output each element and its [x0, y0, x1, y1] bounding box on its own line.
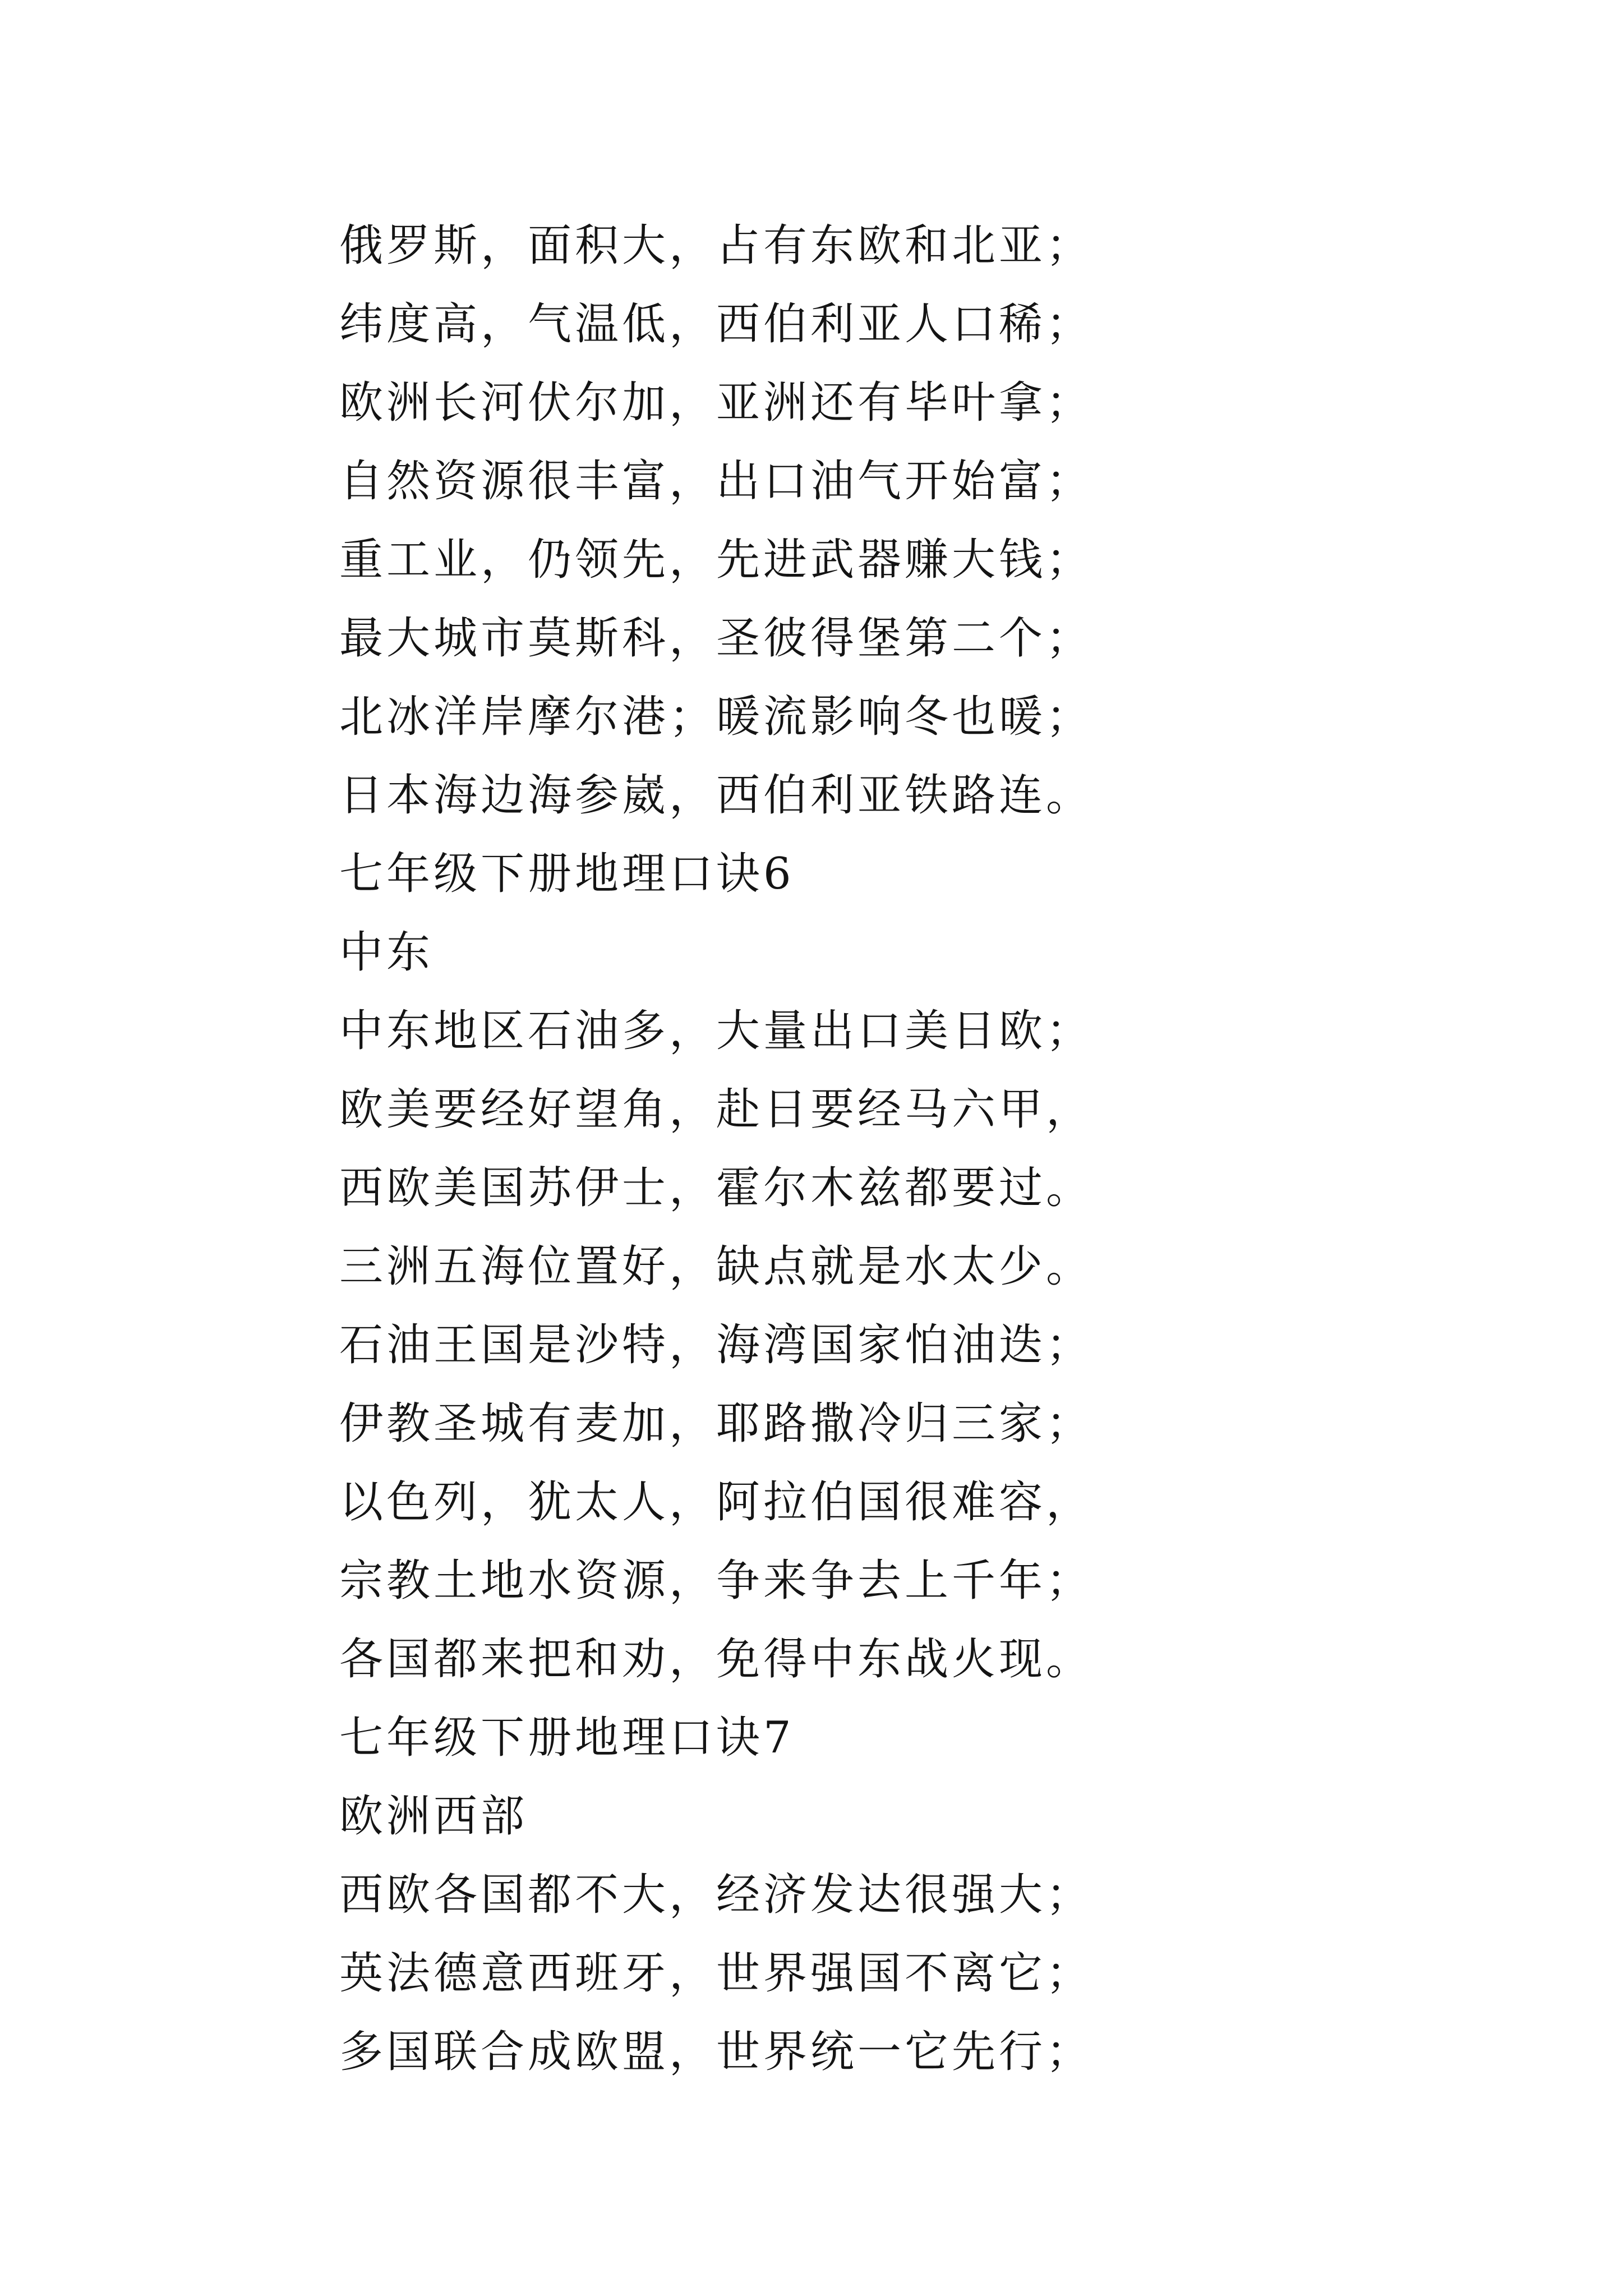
verse-line: 三洲五海位置好，缺点就是水太少。: [339, 1241, 1094, 1292]
verse-line: 纬度高，气温低，西伯利亚人口稀；: [339, 299, 1094, 349]
verse-line: 以色列，犹太人，阿拉伯国很难容，: [339, 1477, 1094, 1527]
verse-line: 伊教圣城有麦加，耶路撒冷归三家；: [339, 1398, 1094, 1449]
verse-line: 各国都来把和劝，免得中东战火现。: [339, 1634, 1094, 1685]
verse-line: 石油王国是沙特，海湾国家怕油迭；: [339, 1320, 1094, 1370]
verse-line: 中东地区石油多，大量出口美日欧；: [339, 1006, 1094, 1056]
section-heading: 中东: [339, 927, 434, 978]
verse-line: 西欧各国都不大，经济发达很强大；: [339, 1870, 1094, 1920]
section-heading: 欧洲西部: [339, 1791, 528, 1842]
verse-line: 西欧美国苏伊士，霍尔木兹都要过。: [339, 1163, 1094, 1213]
verse-line: 俄罗斯，面积大，占有东欧和北亚；: [339, 220, 1094, 271]
verse-line: 北冰洋岸摩尔港；暖流影响冬也暖；: [339, 692, 1094, 742]
section-title: 七年级下册地理口诀6: [339, 849, 795, 899]
body-text: [339, 206, 1304, 2091]
verse-line: 欧美要经好望角，赴日要经马六甲，: [339, 1084, 1094, 1135]
verse-line: 日本海边海参崴，西伯利亚铁路连。: [339, 770, 1094, 821]
verse-line: 宗教土地水资源，争来争去上千年；: [339, 1556, 1094, 1606]
verse-line: 欧洲长河伏尔加，亚洲还有毕叶拿；: [339, 378, 1094, 428]
verse-line: 重工业，仍领先，先进武器赚大钱；: [339, 535, 1094, 585]
verse-line: 英法德意西班牙，世界强国不离它；: [339, 1948, 1094, 1999]
verse-line: 多国联合成欧盟，世界统一它先行；: [339, 2027, 1094, 2077]
verse-line: 最大城市莫斯科，圣彼得堡第二个；: [339, 613, 1094, 664]
verse-line: 自然资源很丰富，出口油气开始富；: [339, 456, 1094, 507]
section-title: 七年级下册地理口诀7: [339, 1713, 795, 1763]
